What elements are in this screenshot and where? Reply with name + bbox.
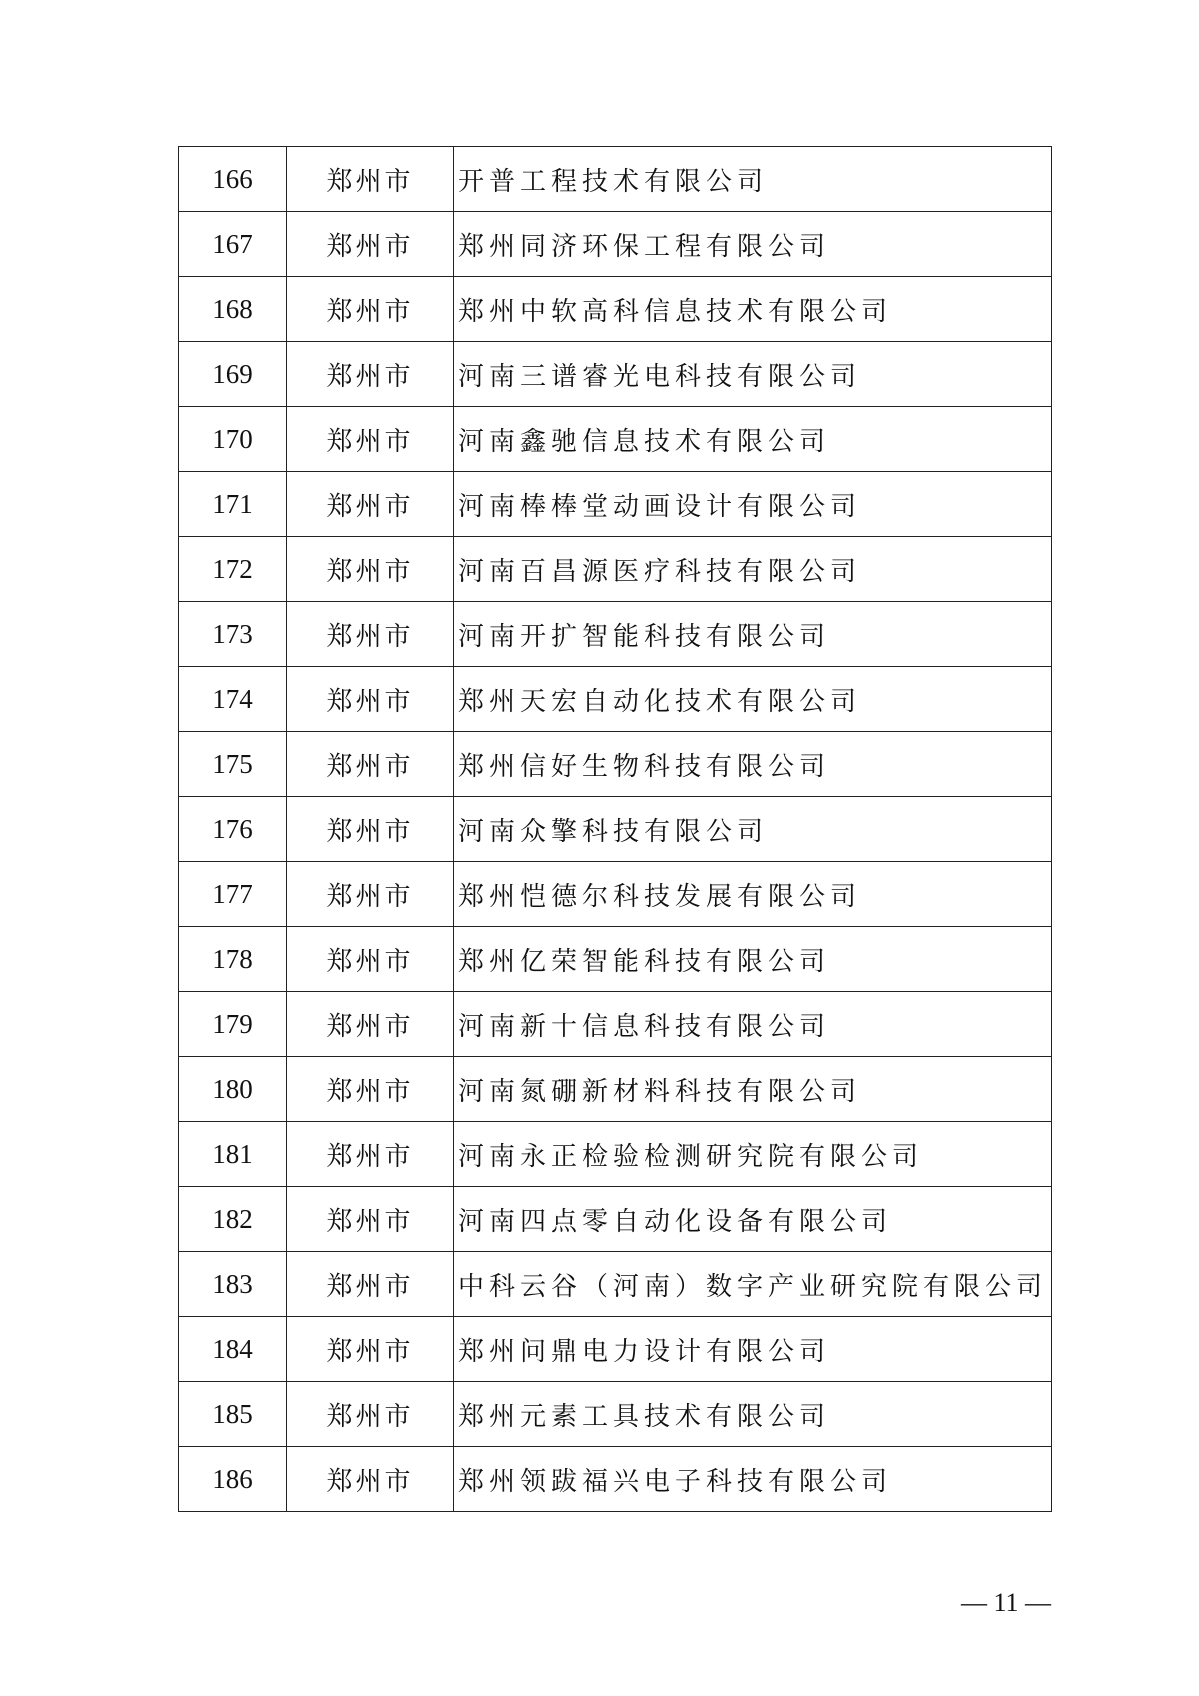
company-name-cell: 河南氮硼新材料科技有限公司: [454, 1057, 1052, 1122]
row-number-cell: 173: [179, 602, 287, 667]
city-cell: 郑州市: [287, 1317, 454, 1382]
table-row: [179, 1187, 1052, 1252]
row-number-cell: 171: [179, 472, 287, 537]
city-cell: 郑州市: [287, 212, 454, 277]
city-cell: 郑州市: [287, 537, 454, 602]
city-cell: 郑州市: [287, 797, 454, 862]
row-number-cell: 167: [179, 212, 287, 277]
city-cell: 郑州市: [287, 1187, 454, 1252]
table-row: [179, 732, 1052, 797]
city-cell: 郑州市: [287, 1447, 454, 1512]
company-name-cell: 郑州中软高科信息技术有限公司: [454, 277, 1052, 342]
city-cell: 郑州市: [287, 1252, 454, 1317]
city-cell: 郑州市: [287, 927, 454, 992]
city-cell: 郑州市: [287, 342, 454, 407]
table-row: [179, 342, 1052, 407]
row-number-cell: 174: [179, 667, 287, 732]
row-number-cell: 180: [179, 1057, 287, 1122]
row-number-cell: 186: [179, 1447, 287, 1512]
row-number-cell: 166: [179, 147, 287, 212]
company-name-cell: 河南四点零自动化设备有限公司: [454, 1187, 1052, 1252]
city-cell: 郑州市: [287, 1122, 454, 1187]
row-number-cell: 175: [179, 732, 287, 797]
company-name-cell: 郑州领跋福兴电子科技有限公司: [454, 1447, 1052, 1512]
city-cell: 郑州市: [287, 147, 454, 212]
table-row: [179, 797, 1052, 862]
table-row: [179, 407, 1052, 472]
city-cell: 郑州市: [287, 667, 454, 732]
company-name-cell: 河南永正检验检测研究院有限公司: [454, 1122, 1052, 1187]
table-row: [179, 927, 1052, 992]
table-row: [179, 1122, 1052, 1187]
company-name-cell: 郑州同济环保工程有限公司: [454, 212, 1052, 277]
company-name-cell: 郑州信好生物科技有限公司: [454, 732, 1052, 797]
company-name-cell: 郑州天宏自动化技术有限公司: [454, 667, 1052, 732]
company-name-cell: 河南棒棒堂动画设计有限公司: [454, 472, 1052, 537]
company-name-cell: 河南三谱睿光电科技有限公司: [454, 342, 1052, 407]
table-row: [179, 667, 1052, 732]
city-cell: 郑州市: [287, 1382, 454, 1447]
table-row: [179, 212, 1052, 277]
company-name-cell: 河南百昌源医疗科技有限公司: [454, 537, 1052, 602]
row-number-cell: 182: [179, 1187, 287, 1252]
city-cell: 郑州市: [287, 992, 454, 1057]
city-cell: 郑州市: [287, 407, 454, 472]
company-name-cell: 郑州问鼎电力设计有限公司: [454, 1317, 1052, 1382]
company-name-cell: 河南开扩智能科技有限公司: [454, 602, 1052, 667]
row-number-cell: 184: [179, 1317, 287, 1382]
company-name-cell: 河南鑫驰信息技术有限公司: [454, 407, 1052, 472]
company-name-cell: 开普工程技术有限公司: [454, 147, 1052, 212]
row-number-cell: 176: [179, 797, 287, 862]
company-name-cell: 中科云谷（河南）数字产业研究院有限公司: [454, 1252, 1052, 1317]
table-row: [179, 1252, 1052, 1317]
city-cell: 郑州市: [287, 602, 454, 667]
table-row: [179, 1057, 1052, 1122]
row-number-cell: 181: [179, 1122, 287, 1187]
row-number-cell: 178: [179, 927, 287, 992]
city-cell: 郑州市: [287, 732, 454, 797]
city-cell: 郑州市: [287, 277, 454, 342]
company-name-cell: 河南众擎科技有限公司: [454, 797, 1052, 862]
city-cell: 郑州市: [287, 472, 454, 537]
table-row: [179, 147, 1052, 212]
row-number-cell: 168: [179, 277, 287, 342]
company-list-table: [178, 146, 1052, 1512]
row-number-cell: 172: [179, 537, 287, 602]
company-name-cell: 郑州元素工具技术有限公司: [454, 1382, 1052, 1447]
row-number-cell: 169: [179, 342, 287, 407]
row-number-cell: 179: [179, 992, 287, 1057]
table-body: [179, 147, 1052, 1512]
company-name-cell: 河南新十信息科技有限公司: [454, 992, 1052, 1057]
table-row: [179, 537, 1052, 602]
table-row: [179, 1317, 1052, 1382]
table-row: [179, 277, 1052, 342]
row-number-cell: 183: [179, 1252, 287, 1317]
table-row: [179, 862, 1052, 927]
table-row: [179, 1382, 1052, 1447]
table-row: [179, 992, 1052, 1057]
table-row: [179, 472, 1052, 537]
company-name-cell: 郑州亿荣智能科技有限公司: [454, 927, 1052, 992]
row-number-cell: 177: [179, 862, 287, 927]
page-number: — 11 —: [960, 1588, 1051, 1617]
city-cell: 郑州市: [287, 1057, 454, 1122]
table-row: [179, 602, 1052, 667]
row-number-cell: 185: [179, 1382, 287, 1447]
table-row: [179, 1447, 1052, 1512]
company-name-cell: 郑州恺德尔科技发展有限公司: [454, 862, 1052, 927]
row-number-cell: 170: [179, 407, 287, 472]
city-cell: 郑州市: [287, 862, 454, 927]
